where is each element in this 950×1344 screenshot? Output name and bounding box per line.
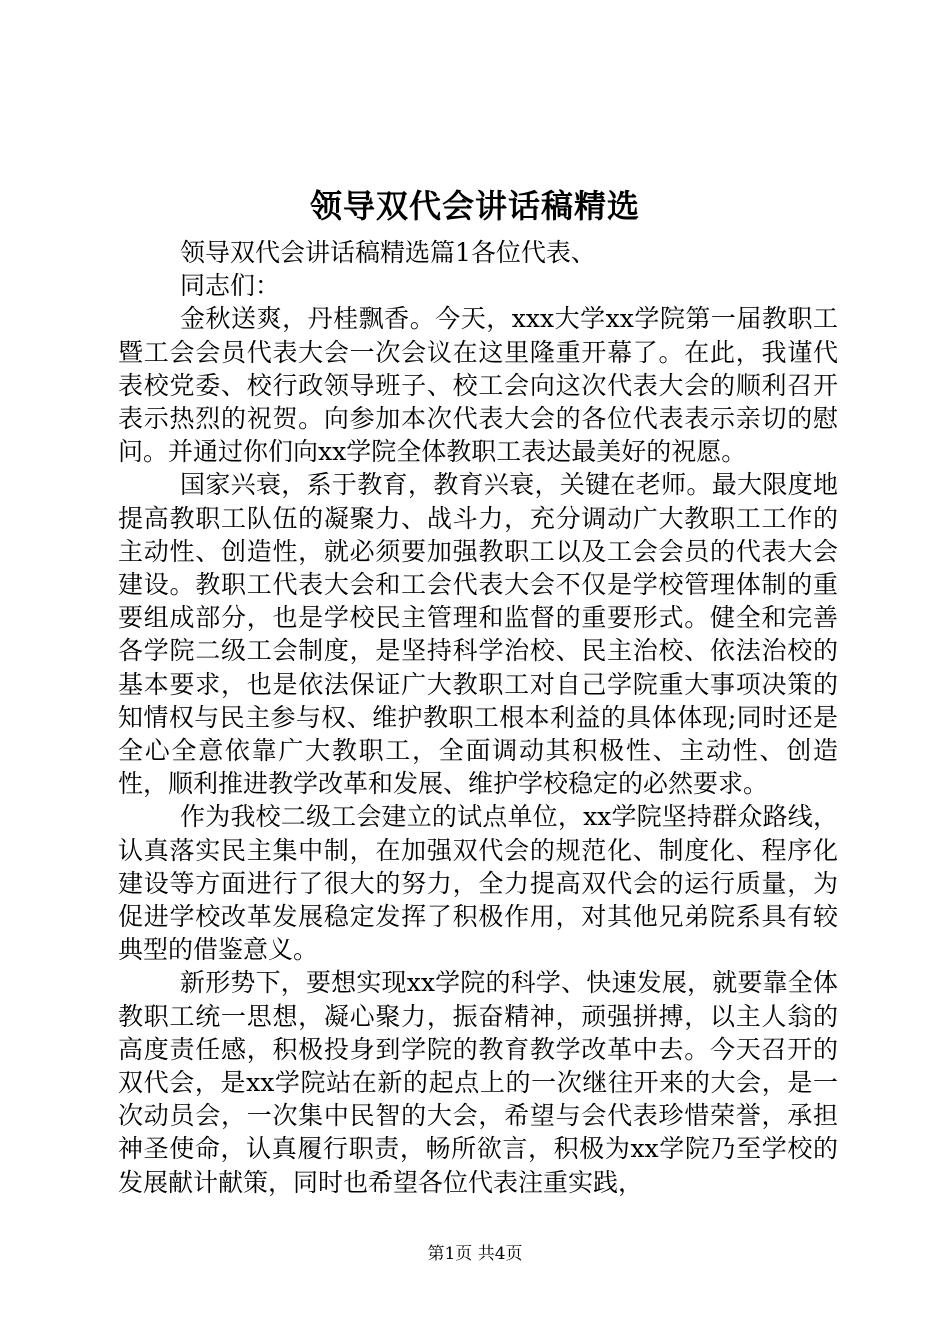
paragraph-4: 新形势下，要想实现xx学院的科学、快速发展，就要靠全体教职工统一思想，凝心聚力，振奋精神，顽强拼搏，以主人翁的高度责任感，积极投身到学院的教育教学改革中去。今天召开的双代会，是xx学院站在新的起点上的一次继往开来的大会，是一次动员会，一次集中民智的大会，希望与会代表珍惜荣誉，承担神圣使命，认真履行职责，畅所欲言，积极为xx学院乃至学校的发展献计献策，同时也希望各位代表注重实践， [118,968,838,1197]
salutation-line: 同志们： [180,271,281,301]
paragraph-2: 国家兴衰，系于教育，教育兴衰，关键在老师。最大限度地提高教职工队伍的凝聚力、战斗力，充分调动广大教职工工作的主动性、创造性，就必须要加强教职工以及工会会员的代表大会建设。教职工代表大会和工会代表大会不仅是学校管理体制的重要组成部分，也是学校民主管理和监督的重要形式。健全和完善各学院二级工会制度，是坚持科学治校、民主治校、依法治校的基本要求，也是依法保证广大教职工对自己学院重大事项决策的知情权与民主参与权、维护教职工根本利益的具体体现;同时还是全心全意依靠广大教职工，全面调动其积极性、主动性、创造性，顺利推进教学改革和发展、维护学校稳定的必然要求。 [118,470,838,799]
paragraph-1: 金秋送爽，丹桂飘香。今天，xxx大学xx学院第一届教职工暨工会会员代表大会一次会议在这里隆重开幕了。在此，我谨代表校党委、校行政领导班子、校工会向这次代表大会的顺利召开表示热烈的祝贺。向参加本次代表大会的各位代表表示亲切的慰问。并通过你们向xx学院全体教职工表达最美好的祝愿。 [118,304,838,467]
intro-line: 领导双代会讲话稿精选篇1各位代表、 [180,238,596,267]
page-number-footer: 第1页 共4页 [427,1244,523,1264]
document-title: 领导双代会讲话稿精选 [309,187,640,225]
paragraph-3: 作为我校二级工会建立的试点单位，xx学院坚持群众路线，认真落实民主集中制，在加强双代会的规范化、制度化、程序化建设等方面进行了很大的努力，全力提高双代会的运行质量，为促进学校改革发展稳定发挥了积极作用，对其他兄弟院系具有较典型的借鉴意义。 [118,802,838,965]
document-body [118,236,838,1199]
